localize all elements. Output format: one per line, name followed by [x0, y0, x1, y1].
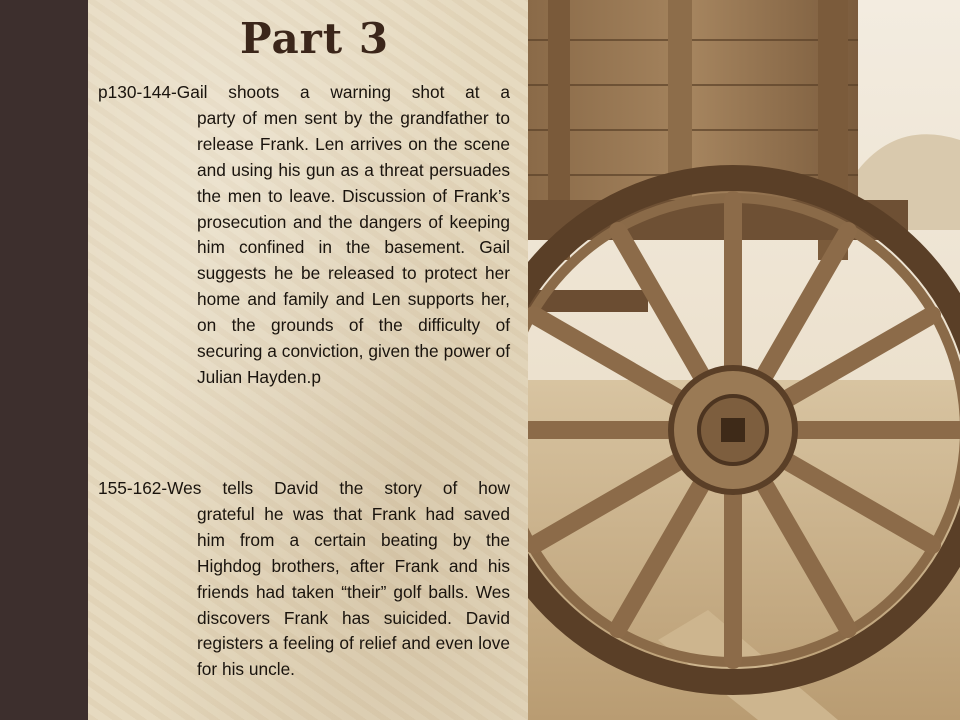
entry-2-first-line: 155-162-Wes tells David the story of how — [98, 478, 510, 498]
summary-entry-1 — [98, 80, 510, 391]
wagon-wheel-photo — [528, 0, 960, 720]
slide-title: Part 3 — [240, 14, 390, 63]
entry-1-body: party of men sent by the grandfather to release Frank. Len arrives on the scene and using his gun as a threat persuades the men to leave. Discussion of Frank’s prosecution and the dangers of keeping him confined in the basement. Gail suggests he be released to protect her home and family and Len supports her, on the grounds of the difficulty of securing a conviction, given the power of Julian Hayden.p — [197, 107, 510, 387]
left-border-bar — [0, 0, 88, 720]
wagon-wheel-illustration — [528, 0, 960, 720]
text-panel — [88, 0, 528, 720]
entry-2-body: grateful he was that Frank had saved him from a certain beating by the Highdog brothers, after Frank and his friends had taken “their” golf balls. Wes discovers Frank has suicided. David registers a feeling of relief and even love for his uncle. — [197, 503, 510, 680]
entry-1-first-line: p130-144-Gail shoots a warning shot at a — [98, 82, 510, 102]
summary-entry-2 — [98, 476, 510, 683]
